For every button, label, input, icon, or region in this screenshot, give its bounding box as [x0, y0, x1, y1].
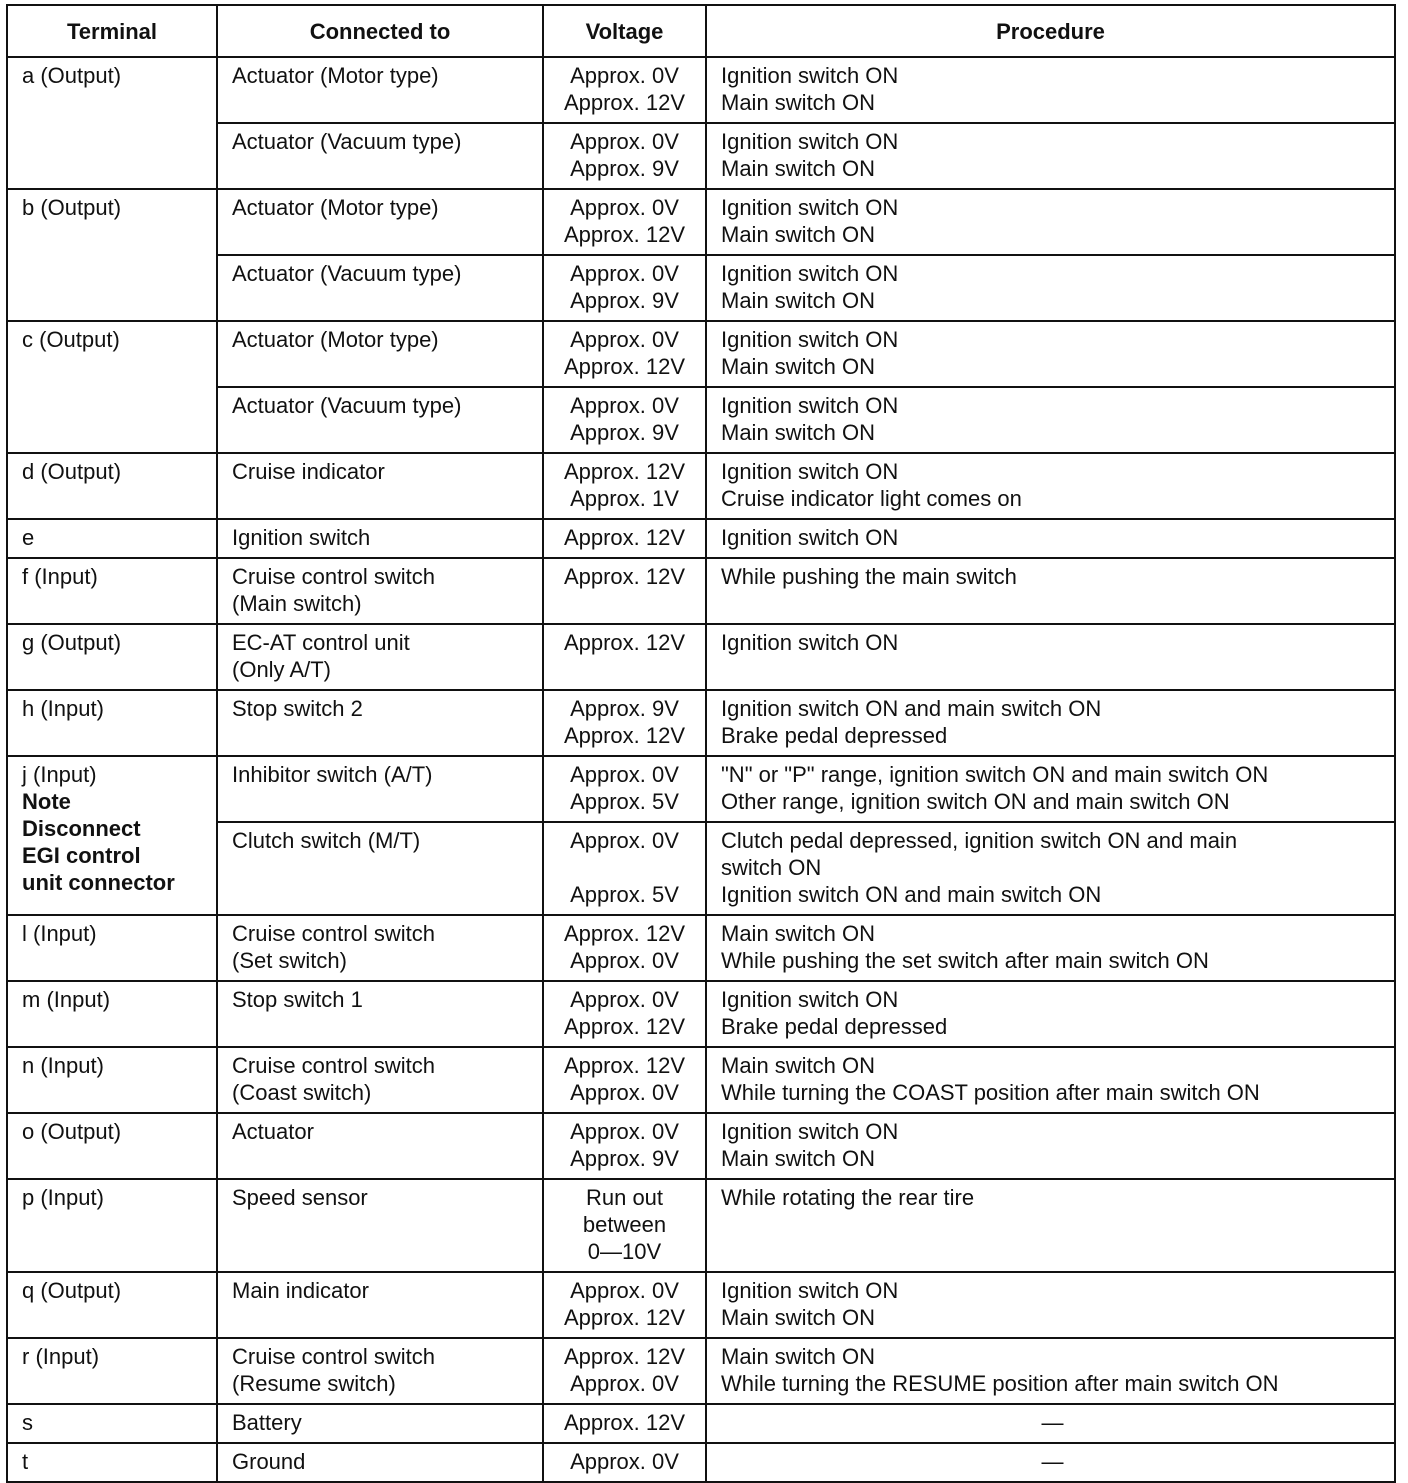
terminal-cell: g (Output) — [7, 624, 217, 690]
terminal-cell: p (Input) — [7, 1179, 217, 1272]
terminal-cell: l (Input) — [7, 915, 217, 981]
voltage-value: Approx. 0V — [570, 195, 679, 220]
voltage-value: Approx. 12V — [563, 921, 686, 946]
procedure-text: Clutch pedal depressed, ignition switch ON and main — [721, 828, 1238, 853]
voltage-cell — [543, 453, 706, 519]
voltage-cell — [543, 1113, 706, 1179]
connected-text: (Coast switch) — [232, 1080, 372, 1105]
voltage-value: Approx. 0V — [570, 393, 679, 418]
procedure-text: Brake pedal depressed — [721, 723, 948, 748]
table-row — [7, 321, 1395, 387]
voltage-value: Approx. 12V — [563, 525, 686, 550]
procedure-cell — [706, 915, 1395, 981]
connected-cell — [217, 915, 543, 981]
procedure-cell — [706, 558, 1395, 624]
table-row — [7, 1338, 1395, 1404]
voltage-value: Approx. 12V — [563, 1305, 686, 1330]
table-row — [7, 558, 1395, 624]
procedure-text: Main switch ON — [721, 921, 876, 946]
voltage-value: Approx. 0V — [570, 63, 679, 88]
procedure-text: While pushing the main switch — [721, 564, 1017, 589]
voltage-cell — [543, 123, 706, 189]
voltage-value: Approx. 9V — [570, 1146, 679, 1171]
header-procedure: Procedure — [706, 5, 1395, 57]
header-connected-to: Connected to — [217, 5, 543, 57]
terminal-cell: c (Output) — [7, 321, 217, 453]
terminal-cell: t — [7, 1443, 217, 1482]
procedure-cell — [706, 756, 1395, 822]
procedure-text: Main switch ON — [721, 1053, 876, 1078]
connected-cell: Actuator (Motor type) — [217, 189, 543, 255]
connected-cell: Actuator (Vacuum type) — [217, 255, 543, 321]
connected-cell: Actuator (Vacuum type) — [217, 387, 543, 453]
procedure-cell — [706, 57, 1395, 123]
connected-cell: Actuator (Vacuum type) — [217, 123, 543, 189]
terminal-cell: e — [7, 519, 217, 558]
connected-text: (Resume switch) — [232, 1371, 396, 1396]
procedure-text: Ignition switch ON — [721, 129, 899, 154]
connected-text: EC-AT control unit — [232, 630, 410, 655]
voltage-value: Approx. 9V — [570, 696, 679, 721]
connected-cell: Ignition switch — [217, 519, 543, 558]
voltage-value: Approx. 12V — [563, 1014, 686, 1039]
voltage-cell — [543, 321, 706, 387]
header-terminal: Terminal — [7, 5, 217, 57]
procedure-text: Ignition switch ON — [721, 393, 899, 418]
voltage-cell — [543, 690, 706, 756]
procedure-cell — [706, 981, 1395, 1047]
procedure-text: Ignition switch ON — [721, 1278, 899, 1303]
procedure-text: Ignition switch ON — [721, 327, 899, 352]
table-row — [7, 915, 1395, 981]
connected-cell — [217, 558, 543, 624]
voltage-value: Approx. 1V — [570, 486, 679, 511]
procedure-cell — [706, 453, 1395, 519]
procedure-text: Ignition switch ON — [721, 1119, 899, 1144]
procedure-text: Main switch ON — [721, 1344, 876, 1369]
connected-cell — [217, 624, 543, 690]
voltage-value: Approx. 5V — [570, 789, 679, 814]
voltage-value: Approx. 0V — [570, 327, 679, 352]
procedure-cell — [706, 321, 1395, 387]
voltage-cell — [543, 756, 706, 822]
connected-text: Cruise control switch — [232, 921, 435, 946]
voltage-cell — [543, 822, 706, 915]
voltage-value: Approx. 12V — [563, 354, 686, 379]
voltage-value: Approx. 9V — [570, 156, 679, 181]
procedure-text: Ignition switch ON — [721, 195, 899, 220]
connected-text: (Main switch) — [232, 591, 362, 616]
procedure-cell — [706, 822, 1395, 915]
connected-text: Cruise control switch — [232, 1053, 435, 1078]
voltage-value: Approx. 0V — [570, 129, 679, 154]
voltage-cell — [543, 255, 706, 321]
voltage-cell — [543, 519, 706, 558]
procedure-text: switch ON — [721, 855, 822, 880]
voltage-value: Approx. 12V — [563, 222, 686, 247]
voltage-cell — [543, 1272, 706, 1338]
procedure-cell — [706, 1047, 1395, 1113]
voltage-value: Approx. 0V — [570, 948, 679, 973]
voltage-spacer — [548, 854, 701, 881]
procedure-text: Brake pedal depressed — [721, 1014, 948, 1039]
table-row — [7, 1179, 1395, 1272]
terminal-cell: d (Output) — [7, 453, 217, 519]
procedure-text: Ignition switch ON — [721, 525, 899, 550]
procedure-text: Main switch ON — [721, 156, 876, 181]
procedure-cell — [706, 189, 1395, 255]
table-row — [7, 1047, 1395, 1113]
procedure-text: While turning the COAST position after main switch ON — [721, 1080, 1260, 1105]
procedure-text: Main switch ON — [721, 354, 876, 379]
procedure-text: Main switch ON — [721, 288, 876, 313]
table-row — [7, 1443, 1395, 1482]
table-row — [7, 1113, 1395, 1179]
voltage-cell: Approx. 12V — [543, 1404, 706, 1443]
terminal-cell: s — [7, 1404, 217, 1443]
procedure-cell — [706, 1272, 1395, 1338]
note-text: Note — [22, 789, 71, 814]
voltage-value: Approx. 12V — [563, 564, 686, 589]
voltage-value: Approx. 0V — [570, 828, 679, 853]
table-row — [7, 57, 1395, 123]
voltage-value: Approx. 0V — [570, 261, 679, 286]
terminal-cell: h (Input) — [7, 690, 217, 756]
connected-cell: Stop switch 1 — [217, 981, 543, 1047]
procedure-text: Ignition switch ON — [721, 63, 899, 88]
note-text: unit connector — [22, 870, 175, 895]
terminal-cell: n (Input) — [7, 1047, 217, 1113]
connected-cell: Inhibitor switch (A/T) — [217, 756, 543, 822]
voltage-value: Approx. 12V — [563, 630, 686, 655]
connected-text: Cruise control switch — [232, 564, 435, 589]
table-row — [7, 519, 1395, 558]
voltage-value: Approx. 0V — [570, 987, 679, 1012]
connected-text: (Set switch) — [232, 948, 347, 973]
connected-text: Cruise control switch — [232, 1344, 435, 1369]
connected-cell: Battery — [217, 1404, 543, 1443]
connected-cell: Actuator (Motor type) — [217, 57, 543, 123]
procedure-text: Ignition switch ON — [721, 987, 899, 1012]
procedure-text: Ignition switch ON and main switch ON — [721, 696, 1102, 721]
header-row — [7, 5, 1395, 57]
voltage-value: Approx. 0V — [570, 762, 679, 787]
voltage-cell — [543, 1338, 706, 1404]
note-text: EGI control — [22, 843, 141, 868]
table-row — [7, 1272, 1395, 1338]
voltage-cell — [543, 558, 706, 624]
terminal-cell: a (Output) — [7, 57, 217, 189]
voltage-value: Approx. 9V — [570, 420, 679, 445]
terminal-text: j (Input) — [22, 762, 97, 787]
procedure-text: While turning the RESUME position after main switch ON — [721, 1371, 1279, 1396]
voltage-value: Approx. 9V — [570, 288, 679, 313]
procedure-text: Other range, ignition switch ON and main switch ON — [721, 789, 1230, 814]
procedure-cell — [706, 519, 1395, 558]
procedure-text: Ignition switch ON — [721, 630, 899, 655]
procedure-cell — [706, 1113, 1395, 1179]
table-row — [7, 453, 1395, 519]
voltage-cell — [543, 915, 706, 981]
voltage-cell — [543, 57, 706, 123]
procedure-text: Cruise indicator light comes on — [721, 486, 1022, 511]
connected-cell — [217, 1338, 543, 1404]
procedure-text: Main switch ON — [721, 420, 876, 445]
voltage-value: Approx. 0V — [570, 1080, 679, 1105]
connected-cell: Actuator — [217, 1113, 543, 1179]
procedure-text: Ignition switch ON and main switch ON — [721, 882, 1102, 907]
voltage-cell: Approx. 0V — [543, 1443, 706, 1482]
procedure-cell — [706, 1179, 1395, 1272]
table-row — [7, 189, 1395, 255]
procedure-cell — [706, 624, 1395, 690]
voltage-value: Approx. 12V — [563, 90, 686, 115]
voltage-cell — [543, 1179, 706, 1272]
voltage-value: between — [582, 1212, 667, 1237]
procedure-cell — [706, 387, 1395, 453]
voltage-value: Approx. 0V — [570, 1119, 679, 1144]
procedure-text: Main switch ON — [721, 90, 876, 115]
procedure-text: Main switch ON — [721, 1146, 876, 1171]
terminal-cell: f (Input) — [7, 558, 217, 624]
procedure-cell — [706, 255, 1395, 321]
terminal-cell: m (Input) — [7, 981, 217, 1047]
voltage-value: Approx. 12V — [563, 723, 686, 748]
connected-cell: Cruise indicator — [217, 453, 543, 519]
note-text: Disconnect — [22, 816, 141, 841]
terminal-cell — [7, 756, 217, 915]
terminal-cell: q (Output) — [7, 1272, 217, 1338]
procedure-text: "N" or "P" range, ignition switch ON and main switch ON — [721, 762, 1269, 787]
table-row — [7, 981, 1395, 1047]
voltage-value: Approx. 12V — [563, 1344, 686, 1369]
table-row — [7, 624, 1395, 690]
procedure-cell — [706, 123, 1395, 189]
procedure-text: Ignition switch ON — [721, 459, 899, 484]
connected-cell: Stop switch 2 — [217, 690, 543, 756]
table-row — [7, 756, 1395, 822]
voltage-cell — [543, 624, 706, 690]
connected-cell: Ground — [217, 1443, 543, 1482]
connected-cell — [217, 1047, 543, 1113]
table-row — [7, 690, 1395, 756]
procedure-cell — [706, 1338, 1395, 1404]
terminal-cell: r (Input) — [7, 1338, 217, 1404]
terminal-cell: o (Output) — [7, 1113, 217, 1179]
voltage-value: Approx. 0V — [570, 1278, 679, 1303]
table-row — [7, 1404, 1395, 1443]
voltage-value: Approx. 12V — [563, 1053, 686, 1078]
procedure-text: Ignition switch ON — [721, 261, 899, 286]
procedure-cell: — — [706, 1443, 1395, 1482]
voltage-value: Approx. 5V — [570, 882, 679, 907]
procedure-text: While pushing the set switch after main switch ON — [721, 948, 1209, 973]
procedure-text: While rotating the rear tire — [721, 1185, 975, 1210]
voltage-cell — [543, 1047, 706, 1113]
voltage-cell — [543, 981, 706, 1047]
voltage-value: 0—10V — [587, 1239, 662, 1264]
procedure-text: Main switch ON — [721, 222, 876, 247]
procedure-cell: — — [706, 1404, 1395, 1443]
connected-cell: Actuator (Motor type) — [217, 321, 543, 387]
terminal-table-container — [6, 4, 1394, 1483]
terminal-cell: b (Output) — [7, 189, 217, 321]
voltage-cell — [543, 387, 706, 453]
procedure-text: Main switch ON — [721, 1305, 876, 1330]
header-voltage: Voltage — [543, 5, 706, 57]
voltage-value: Approx. 0V — [570, 1371, 679, 1396]
voltage-cell — [543, 189, 706, 255]
connected-cell: Speed sensor — [217, 1179, 543, 1272]
procedure-cell — [706, 690, 1395, 756]
terminal-voltage-table — [6, 4, 1396, 1483]
connected-text: (Only A/T) — [232, 657, 332, 682]
voltage-value: Approx. 12V — [563, 459, 686, 484]
connected-cell: Clutch switch (M/T) — [217, 822, 543, 915]
voltage-value: Run out — [585, 1185, 664, 1210]
connected-cell: Main indicator — [217, 1272, 543, 1338]
